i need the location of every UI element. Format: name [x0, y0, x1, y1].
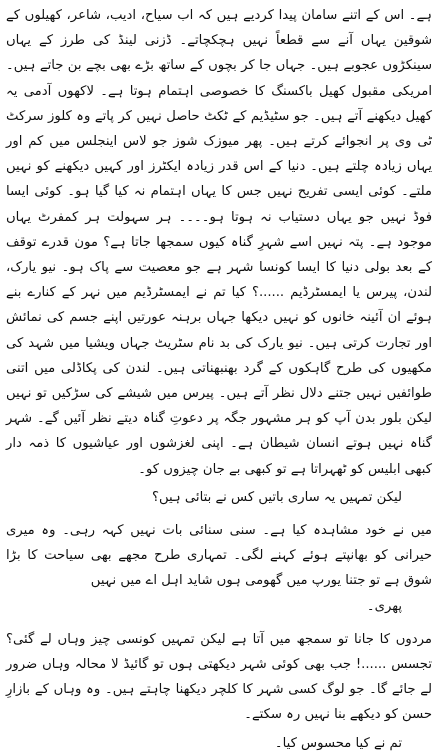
paragraph-continuation: پھری۔: [366, 598, 402, 614]
paragraph-curiosity: مردوں کا جانا تو سمجھ میں آتا ہے لیکن تمہیں کونسی چیز وہاں لے گئی؟ تجسس ......! جب بھی کوئی شہر دیکھتی ہوں تو گائیڈ لا محالہ وہاں ضرور لے جائے گا۔ جو لوگ کسی شہر کا کلچر دیکھنا چاہتے ہیں۔ وہ وہاں کے بازارِ حسن کو دیکھے بنا نہیں رہ سکتے۔: [6, 631, 432, 723]
paragraph-question: لیکن تمہیں یہ ساری باتیں کس نے بتائی ہیں؟: [152, 489, 402, 505]
paragraph-observation: میں نے خود مشاہدہ کیا ہے۔ سنی سنائی بات نہیں کہہ رہی۔ وہ میری حیرانی کو بھانپتے ہوئے کہنے لگی۔ تمہاری طرح مجھے بھی سیاحت کا بڑا شوق ہے تو جتنا یورپ میں گھومی ہوں شاید اہل اے میں نہیں: [6, 523, 432, 589]
paragraph-closing-question: تم نے کیا محسوس کیا۔: [274, 735, 402, 751]
paragraph-main: ہے۔ اس کے اتنے سامان پیدا کردیے ہیں کہ اب سیاح، ادیب، شاعر، کھیلوں کے شوقین یہاں آنے سے قطعاً نہیں ہچکچاتے۔ ڈزنی لینڈ کی طرز کے یہاں سینکڑوں عجوبے ہیں۔ جہاں جا کر بچوں کے ساتھ بڑے بھی بچے بن جاتے ہیں۔ امریکی مقبول کھیل باکسنگ کا خصوصی اہتمام ہوتا ہے۔ لاکھوں آدمی یہ کھیل دیکھنے آتے ہیں۔ جو سٹیڈیم کے ٹکٹ حاصل نہیں کر پاتے وہ کلوز سرکٹ ٹی وی پر انجوائے کرتے ہیں۔ پھر میوزک شوز جو لاس اینجلس میں کم اور یہاں زیادہ چلتے ہیں۔ دنیا کے اس قدر زیادہ ایکٹرز اور کہیں دیکھنے کو نہیں ملتے۔ کوئی ایسی تفریح نہیں جس کا یہاں اہتمام نہ کیا گیا ہو۔ کوئی ایسا فوڈ نہیں جو یہاں دستیاب نہ ہوتا ہو۔۔۔۔ ہر سہولت ہر کمفرٹ یہاں موجود ہے۔ پتہ نہیں اسے شہرِ گناہ کیوں سمجھا جاتا ہے؟ مون قدرے توقف کے بعد بولی دنیا کا ایسا کونسا شہر ہے جو معصیت سے پاک ہو۔ نیو یارک، لندن، پیرس یا ایمسٹرڈیم ......؟ کیا تم نے ایمسٹرڈیم میں نہر کے کنارے بنے ہوئے ان آئینہ خانوں کو نہیں دیکھا جہاں برہنہ عورتیں اپنے جسم کی نمائش اور تجارت کرتی ہیں۔ نیو یارک کی بد نام سٹریٹ جہاں ویشیا میں شہد کی مکھیوں کی طرح گاہکوں کے گرد بھنبھناتی ہیں۔ لندن کی پکاڈلی میں اتنی طوائفیں نہیں جتنے دلال نظر آتے ہیں۔ پیرس میں شیشے کی سڑکیں تو نہیں لیکن بلور بدن آپ کو ہر مشہور جگہ پر دعوتِ گناہ دیتے نظر آئیں گے۔ شہر گناہ نہیں ہوتے انسان شیطان ہے۔ اپنی لغزشوں اور عیاشیوں کا ذمہ دار کبھی ابلیس کو ٹھہراتا ہے تو کبھی بے جان چیزوں کو۔: [6, 8, 432, 477]
